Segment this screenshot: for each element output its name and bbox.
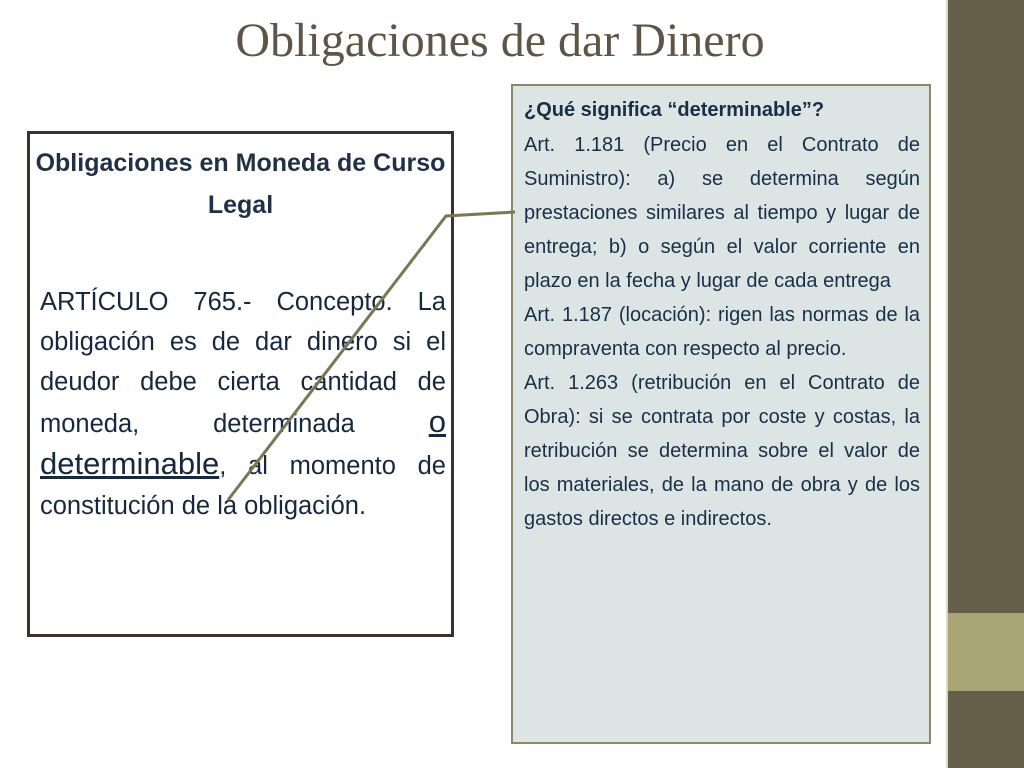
article-text-before: ARTÍCULO 765.- Concepto. La obligación es de dar dinero si el deudor debe cierta cantidad de moneda, determinada bbox=[40, 288, 446, 438]
slide-title: Obligaciones de dar Dinero bbox=[235, 14, 765, 67]
article-text bbox=[40, 282, 446, 526]
callout-box bbox=[511, 84, 931, 744]
article-box-heading: Obligaciones en Moneda de Curso Legal bbox=[35, 149, 446, 219]
callout-paragraph: Art. 1.187 (locación): rigen las normas de la compraventa con respecto al precio. bbox=[524, 304, 920, 360]
callout-body bbox=[524, 128, 920, 536]
sidebar-segment-bottom bbox=[948, 691, 1024, 768]
callout-paragraph: Art. 1.263 (retribución en el Contrato de Obra): si se contrata por coste y costas, la retribución se determina sobre el valor de los materiales, de la mano de obra y de los gastos directos e indirectos. bbox=[524, 372, 920, 530]
article-highlight: o determinable bbox=[40, 404, 446, 481]
callout-paragraph: Art. 1.181 (Precio en el Contrato de Suministro): a) se determina según prestaciones similares al tiempo y lugar de entrega; b) o según el valor corriente en plazo en la fecha y lugar de cada entrega bbox=[524, 134, 920, 292]
sidebar-segment-accent bbox=[948, 613, 1024, 691]
sidebar-segment-top bbox=[948, 0, 1024, 613]
article-box bbox=[27, 131, 454, 637]
callout-question: ¿Qué significa “determinable”? bbox=[524, 99, 825, 121]
article-text-after: , al momento de constitución de la obligación. bbox=[40, 452, 446, 520]
decorative-sidebar bbox=[948, 0, 1024, 768]
